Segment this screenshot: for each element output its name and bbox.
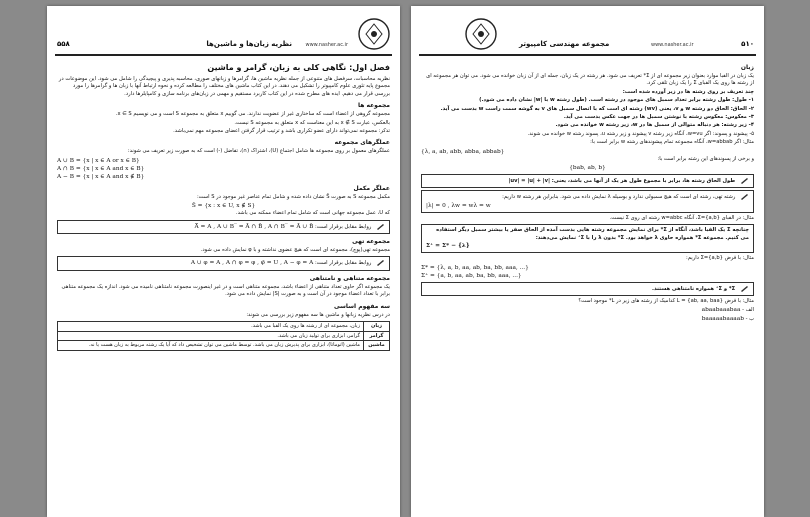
formula: A̿ = A , A ∪ B‾ = Ā ∩ B̄ , A ∩ B‾ = Ā ∪ B̄ [194, 223, 314, 230]
answer-label: الف - [742, 307, 754, 314]
pen-note-icon [740, 177, 749, 184]
note-box [421, 190, 754, 212]
note-text: رشته تهی، رشته ای است که هیچ سمبولی ندارد و بوسیله λ نمایش داده می شود. بنابراین هر رشته w داریم: [502, 194, 736, 201]
list-item: ۳- معکوس: معکوس رشته با نوشتن سمبل ها در جهت عکس بدست می آید. [563, 114, 754, 121]
section-heading: مجموعه متناهی و نامتناهی [309, 274, 390, 282]
note-text: Σ* و Σ⁺ همواره نامتناهی هستند. [652, 285, 736, 292]
list-item: ۲- الحاق: الحاق دو رشته w و v، یعنی (wv) رشته ای است که با اتصال سمبل های v به گوشه سمت راست w بدست می آید. [440, 105, 754, 112]
table-cell-value: ماشین (اتوماتا)، ابزاری برای پذیرش زبان می باشد. توسط ماشین می توان تشخیص داد که آیا یک رشته مربوط به زبان هست یا نه. [58, 341, 364, 351]
intro-paragraph: نظریه محاسبات، سرفصل های متنوعی از جمله نظریه ماشین ها، گرامرها و زبانهای صوری، محاسبه پذیری و پیچیدگی را شامل می شود. این موضوعات در مجموع پایه تئوری علوم کامپیوتر را تشکیل می دهند. در این کتاب ماشین های مختلف را مطالعه کرده و نحوه ارتباط آنها با زبان ها و گرامرها را مورد بررسی قرار می دهیم. ایده های مطرح شده در این کتاب کاربرد مستقیم و مهمی در زبان‌های برنامه سازی و کامپایلرها دارد. [58, 76, 390, 97]
paragraph: مثال: اگر w=abbab، آنگاه مجموعه تمام پیشوندهای رشته w برابر است با: [590, 139, 754, 146]
note-box [421, 282, 754, 296]
answer-option [421, 306, 754, 314]
note-box [421, 174, 754, 188]
formula: |λ| = 0 , λw = wλ = w [426, 202, 491, 209]
definition-box [421, 224, 754, 253]
table-row [58, 322, 390, 332]
formula: {λ, a, ab, abb, abba, abbab} [421, 148, 505, 155]
paragraph: یک مجموعه اگر حاوی تعداد متناهی از اعضاء باشد، مجموعه متناهی است و در غیر اینصورت مجموعه نامتناهی نامیده می شود. اندازه یک مجموعه متناهی برابر با تعداد اعضاء موجود در آن است و به صورت |S| نمایش داده می شود. [61, 283, 390, 298]
list-item: ۴- زیر رشته: هر دنباله متوالی از سمبل ها در w، زیر رشته w خوانده می شود. [555, 122, 754, 129]
publisher-logo-icon [463, 16, 499, 52]
section-heading: مجموعه تهی [352, 238, 390, 246]
table-row [58, 341, 390, 351]
table-row [58, 331, 390, 341]
formula: {bab, ab, b} [569, 165, 606, 172]
paragraph: مکمل مجموعه S به صورت S̄ نشان داده شده و شامل تمام عناصر غیر موجود در S است: [196, 193, 390, 200]
formula: A ∪ B = {x | x ∈ A or x ∈ B} [57, 157, 140, 164]
section-heading: عملگرهای مجموعه [334, 139, 390, 147]
chapter-title: فصل اول: نگاهی کلی به زبان، گرامر و ماشین [207, 63, 390, 72]
page-body [57, 60, 390, 511]
table-cell-value: زبان، مجموعه ای از رشته ها روی یک الفبا می باشد. [58, 322, 364, 332]
paragraph: مثال: با فرض Σ={a,b} داریم: [686, 255, 754, 262]
note-label: روابط مقابل برقرار است: [314, 260, 372, 267]
answer-label: ب - [745, 315, 754, 322]
pen-note-icon [376, 223, 385, 230]
paragraph: در درس نظریه زبانها و ماشین ها سه مفهوم زیر بررسی می شوند: [246, 311, 390, 318]
paragraph: و برخی از پسوندهای این رشته برابر است با: [657, 155, 754, 162]
concepts-table [57, 321, 390, 351]
page-body [421, 60, 754, 511]
table-cell-key: زبان [364, 322, 390, 332]
paragraph: مثال: با فرض L = {ab, aa, baa} کدامیک از رشته های زیر در L* موجود است؟ [578, 297, 754, 304]
paragraph: که U، عمل مجموعه جهانی است که شامل تمام اعضاء ممکنه می باشد. [235, 210, 390, 217]
paragraph: یک زبان در الفبا موارد بعنوان زیر مجموعه ای از Σ* تعریف می شود. هر رشته در یک زبان، جمله ای از آن زبان خوانده می شود. می توان هر مجموعه ای از رشته ها روی یک الفبای Σ را یک زبان تلقی کرد. [426, 73, 754, 87]
note-box [57, 256, 390, 270]
answer-value: abaabaaabaa [701, 307, 741, 314]
paragraph: مجموعه تهی(پوچ)، مجموعه ای است که هیچ عضوی نداشته و با φ نمایش داده می شود. [200, 247, 390, 254]
section-heading: عملگر مکمل [353, 184, 390, 192]
note-label: روابط مقابل برقرار است: [314, 223, 372, 230]
section-heading: زبان [740, 64, 754, 71]
section-heading: سه مفهوم اساسی [333, 302, 390, 310]
formula: S̄ = {x : x ∈ U, x ∉ S} [191, 203, 256, 210]
table-cell-value: گرامر، ابزاری برای تولید زبان می باشد. [58, 331, 364, 341]
table-cell-key: گرامر [364, 331, 390, 341]
formula: Σ⁺ = {a, b, aa, ab, ba, bb, aaa, ...} [421, 272, 522, 279]
table-cell-key: ماشین [364, 341, 390, 351]
header-title: نظریه زبان‌ها و ماشین‌ها [206, 40, 292, 48]
right-page [411, 6, 764, 517]
section-heading: مجموعه ها [357, 102, 390, 110]
pen-note-icon [740, 285, 749, 292]
header-title: مجموعه مهندسی کامپیوتر [519, 40, 610, 48]
list-item: ۱- طول: طول رشته برابر تعداد سمبل های موجود در رشته است. (طول رشته w با |w| نشان داده می شود.) [479, 97, 754, 104]
note-text: طول الحاق رشته ها، برابر با مجموع طول هر یک از آنها می باشد، یعنی: |uv| = |u| + |v| [508, 178, 736, 185]
page-header [419, 14, 756, 56]
publisher-logo-icon [356, 16, 392, 52]
answer-option [421, 315, 754, 323]
formula: Σ* = {λ, a, b, aa, ab, ba, bb, aaa, ...} [421, 264, 529, 271]
formula: A ∩ B = {x | x ∈ A and x ∈ B} [57, 165, 145, 172]
paragraph: مجموعه گروهی از اعضاء است که ساختاری غیر از عضویت ندارند. می گوییم x متعلق به مجموعه S است و می نویسیم x ∈ S. [115, 111, 390, 118]
answer-value: baaaaabaaaab [701, 315, 744, 322]
paragraph: تذکر: مجموعه نمی‌تواند دارای عضو تکراری باشد و ترتیب قرار گرفتن اعضای مجموعه مهم نمی‌باشد. [173, 128, 390, 135]
pen-note-icon [376, 259, 385, 266]
paragraph: مثال: در الفبای Σ={a,b}، آنگاه w=abbc رشته ای روی Σ نیست. [609, 214, 754, 221]
paragraph: چند تعریف بر روی رشته ها در زیر آورده شده است: [622, 88, 754, 95]
left-page [47, 6, 400, 517]
note-text: چنانچه Σ یک الفبا باشد، آنگاه از Σ* برای نمایش مجموعه رشته هایی بدست آمده از الحاق صفر یا بیشتر سمبل دیگر استفاده می کنیم. مجموعه Σ* همواره حاوی λ خواهد بود. Σ* بدون λ را با Σ⁺ نمایش می‌دهند: [436, 227, 749, 241]
formula: A − B = {x | x ∈ A and x ∉ B} [57, 173, 145, 180]
formula: A ∪ φ = A , A ∩ φ = φ , φ̄ = U , A − φ = A [190, 260, 314, 267]
paragraph: عملگرهای معمول بر روی مجموعه ها شامل اجتماع (U)، اشتراک (∩)، تفاضل (-) است که به صورت زیر تعریف می شوند: [127, 148, 390, 155]
note-box [57, 220, 390, 234]
paragraph: بالعکس، عبارت x ∉ S به این معناست که x متعلق به مجموعه S نیست. [234, 119, 390, 126]
page-number: ۵۵۸ [57, 40, 70, 48]
header-site: www.nasher.ac.ir [305, 42, 348, 48]
list-item: ۵- پیشوند و پسوند: اگر w=vu، آنگاه زیر رشته v پیشوند و زیر رشته u، پسوند رشته w خوانده می شوند. [527, 130, 754, 137]
pen-note-icon [740, 193, 749, 200]
header-site: www.nasher.ac.ir [651, 42, 694, 48]
page-number: ۵۱۰ [741, 40, 754, 48]
formula: Σ⁺ = Σ* − {λ} [426, 243, 470, 250]
page-header [55, 14, 392, 56]
